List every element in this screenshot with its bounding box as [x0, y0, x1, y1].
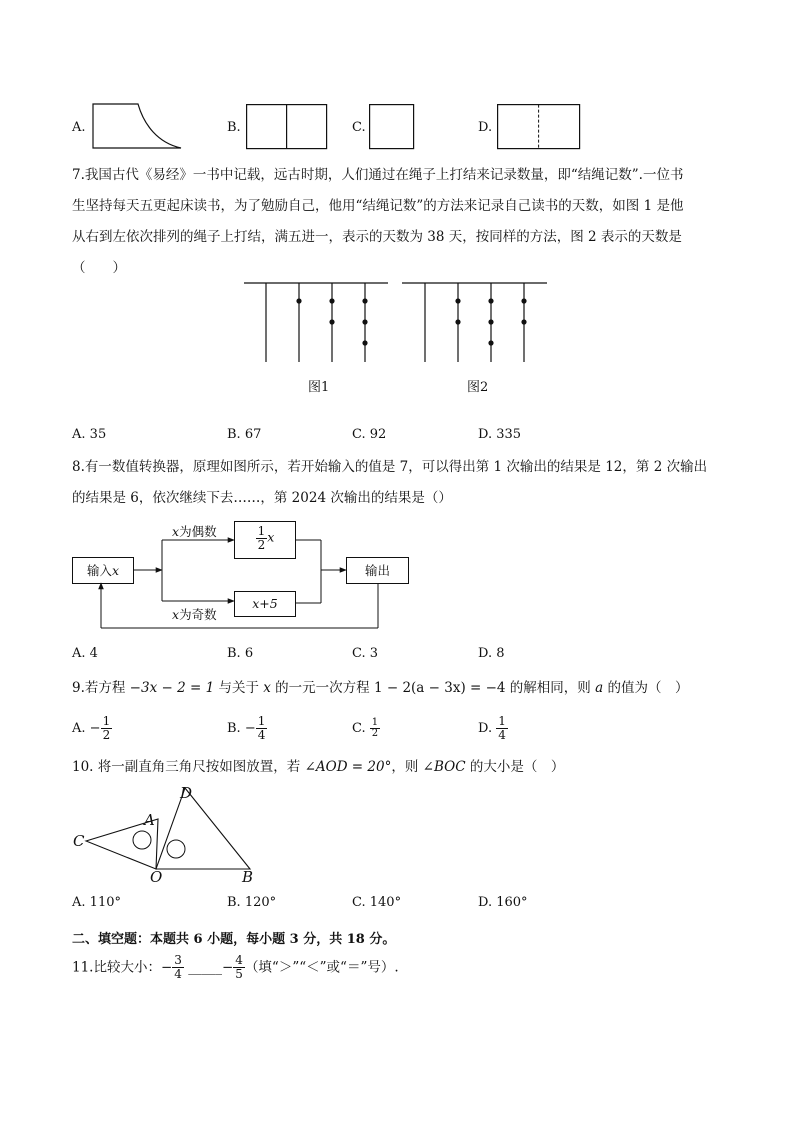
q10-point-c: C [73, 832, 85, 850]
q10-condition: ∠AOD = 20° [304, 759, 392, 775]
q10-target-angle: ∠BOC [422, 759, 466, 775]
q11-answer-blank[interactable]: _____ [188, 959, 222, 976]
q11-fraction-2: $\frac{4}{5}$ [235, 953, 243, 981]
q8-input-box: 输入x [72, 557, 134, 584]
q8-line-2: 的结果是 6，依次继续下去……，第 2024 次输出的结果是（） [72, 490, 452, 506]
q6-option-b-label: B. [227, 120, 241, 135]
q7-figure-2-caption: 图2 [467, 380, 489, 395]
section-2-title: 二、填空题：本题共 6 小题，每小题 3 分，共 18 分。 [72, 932, 396, 947]
q10-option-b: B. 120° [227, 895, 277, 910]
q9-option-d: D. $\frac{1}{4}$ [478, 714, 506, 742]
q9-option-a: A. − $\frac{1}{2}$ [72, 714, 111, 742]
q7-line-2: 生坚持每天五更起床读书，为了勉励自己，他用“结绳记数”的方法来记录自己读书的天数，如图 1 是他 [72, 198, 684, 214]
q10-option-a: A. 110° [72, 895, 121, 910]
q8-odd-label: x为奇数 [172, 607, 217, 622]
q7-figure-1-caption: 图1 [308, 380, 330, 395]
q8-option-c: C. 3 [352, 646, 379, 661]
q8-output-box: 输出 [346, 557, 409, 584]
q9-option-c: C. $\frac{1}{2}$ [352, 717, 379, 739]
q8-half-box: $\frac{1}{2}$ x [234, 521, 296, 559]
q8-option-a: A. 4 [72, 646, 98, 661]
q8-even-label: x为偶数 [172, 524, 217, 539]
q10-stem: 10. 将一副直角三角尺按如图放置，若 ∠AOD = 20°，则 ∠BOC 的大小是（ ） [72, 759, 565, 775]
q7-option-d: D. 335 [478, 427, 522, 442]
q11-fraction-1: $\frac{3}{4}$ [174, 953, 182, 981]
q6-option-a-label: A. [72, 120, 86, 135]
q7-option-c: C. 92 [352, 427, 387, 442]
q9-equation-1: −3x − 2 = 1 [129, 680, 215, 696]
q9-equation-2: 1 − 2(a − 3x) = −4 [373, 680, 506, 696]
q8-half-fraction: $\frac{1}{2}$ [257, 524, 266, 552]
q10-option-c: C. 140° [352, 895, 402, 910]
q8-line-1: 8.有一数值转换器，原理如图所示，若开始输入的值是 7，可以得出第 1 次输出的结果是 12，第 2 次输出 [72, 459, 708, 475]
q10-triangle-figure [70, 782, 260, 882]
q6-option-c-label: C. [352, 120, 366, 135]
q10-option-d: D. 160° [478, 895, 528, 910]
q9-stem: 9.若方程 −3x − 2 = 1 与关于 x 的一元一次方程 1 − 2(a − 3x) = −4 的解相同，则 a 的值为（ ） [72, 680, 689, 696]
q10-point-o: O [150, 868, 163, 886]
q7-line-3: 从右到左依次排列的绳子上打结，满五进一，表示的天数为 38 天，按同样的方法，图 2 表示的天数是 [72, 229, 682, 245]
q7-option-b: B. 67 [227, 427, 262, 442]
q10-point-a: A [144, 811, 155, 829]
q8-option-d: D. 8 [478, 646, 505, 661]
q10-point-d: D [180, 784, 193, 802]
q7-option-a: A. 35 [72, 427, 107, 442]
q7-line-4: （ ） [72, 260, 126, 276]
q9-option-b: B. − $\frac{1}{4}$ [227, 714, 266, 742]
q6-option-d-label: D. [478, 120, 493, 135]
q10-point-b: B [242, 868, 254, 886]
question-11: 11.比较大小：− $\frac{3}{4}$ _____− $\frac{4}{5}$ （填“＞”“＜”或“＝”号）. [72, 953, 399, 981]
q7-line-1: 7.我国古代《易经》一书中记载，远古时期，人们通过在绳子上打结来记录数量，即“结绳记数”.一位书 [72, 167, 684, 183]
q8-plus5-box: x+5 [234, 591, 296, 617]
q8-option-b: B. 6 [227, 646, 254, 661]
